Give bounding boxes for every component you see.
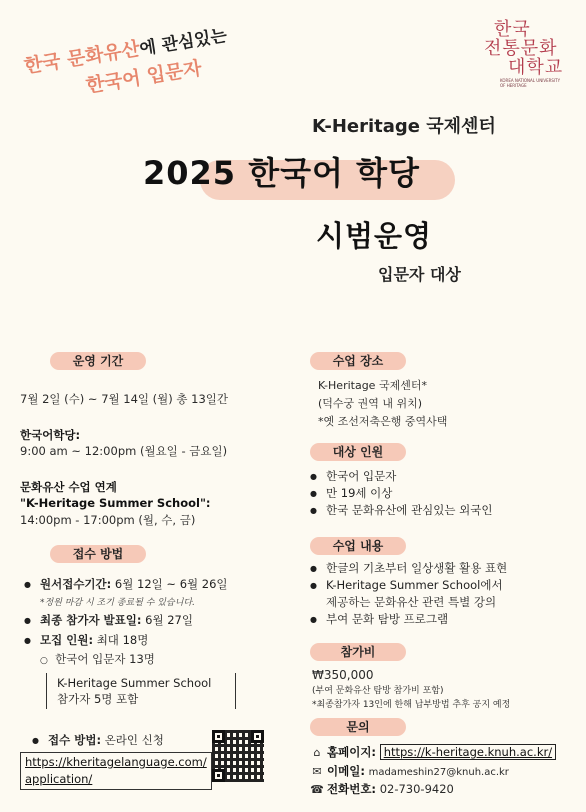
- place-line1: K-Heritage 국제센터*: [318, 379, 427, 392]
- contact-home: ⌂ 홈페이지: https://k-heritage.knuh.ac.kr/: [310, 745, 556, 760]
- email-value[interactable]: madameshin27@knuh.ac.kr: [368, 767, 509, 778]
- contact-heading: 문의: [310, 718, 406, 736]
- home-icon: ⌂: [313, 746, 321, 759]
- page-title: 2025 한국어 학당: [143, 154, 420, 192]
- logo-sub-1: KOREA NATIONAL UNIVERSITY: [500, 78, 561, 83]
- content-list: [308, 560, 507, 628]
- mail-icon: ✉: [312, 765, 322, 778]
- hakdang-time: 9:00 am ~ 12:00pm (월요일 - 금요일): [20, 444, 228, 458]
- audience-heading: 대상 인원: [310, 443, 406, 461]
- contact-email: ✉ 이메일: madameshin27@knuh.ac.kr: [310, 764, 509, 780]
- period-heading: 운영 기간: [50, 352, 146, 370]
- center-name: K-Heritage 국제센터: [312, 116, 496, 137]
- audience-item: ● 한국 문화유산에 관심있는 외국인: [308, 502, 493, 519]
- target-audience: 입문자 대상: [378, 265, 461, 284]
- logo-text-1: 한국: [494, 19, 531, 40]
- tagline-part-a: 한국 문화유산: [22, 37, 142, 78]
- phone-value[interactable]: 02-730-9420: [379, 782, 454, 796]
- apply-url-link[interactable]: https://kheritagelanguage.com/ application/: [20, 752, 212, 790]
- place-line3: *옛 조선저축은행 중역사택: [318, 415, 448, 428]
- announce-item: ● 최종 참가자 발표일: 6월 27일: [22, 612, 236, 629]
- content-item: ● 한글의 기초부터 일상생활 활용 표현: [308, 560, 507, 577]
- capacity-item: ● 모집 인원: 최대 18명: [22, 632, 236, 649]
- link-program: "K-Heritage Summer School":: [20, 496, 211, 510]
- link-label: 문화유산 수업 연계: [20, 480, 117, 494]
- tagline-part-b: 에 관심있는: [138, 25, 229, 60]
- university-logo: [484, 19, 566, 88]
- method-item: ● 접수 방법: 온라인 신청: [30, 732, 164, 749]
- deadline-note: *정원 마감 시 조기 종료될 수 있습니다.: [40, 598, 195, 608]
- tagline: [22, 20, 233, 107]
- logo-text-3: 대학교: [508, 57, 564, 78]
- audience-item: ● 만 19세 이상: [308, 485, 493, 502]
- hakdang-label: 한국어학당:: [20, 428, 81, 442]
- phone-icon: ☎: [310, 783, 324, 796]
- apply-heading: 접수 방법: [50, 545, 146, 563]
- audience-list: [308, 468, 493, 519]
- content-item-cont: 제공하는 문화유산 관련 특별 강의: [326, 595, 497, 609]
- qr-code: [212, 730, 264, 782]
- capacity-sub-item: ○ 한국어 입문자 13명: [40, 652, 155, 666]
- link-time: 14:00pm - 17:00pm (월, 수, 금): [20, 513, 196, 527]
- fee-heading: 참가비: [310, 643, 406, 661]
- fee-note1: (부여 문화유산 탐방 참가비 포함): [312, 686, 444, 696]
- content-item: ● 부여 문화 탐방 프로그램: [308, 611, 507, 628]
- logo-text-2: 전통문화: [484, 38, 558, 59]
- deadline-item: ● 원서접수기간: 6월 12일 ~ 6월 26일: [22, 576, 236, 593]
- logo-sub-2: OF HERITAGE: [500, 83, 527, 88]
- audience-item: ● 한국어 입문자: [308, 468, 493, 485]
- place-heading: 수업 장소: [310, 352, 406, 370]
- period-dates: 7월 2일 (수) ~ 7월 14일 (월) 총 13일간: [20, 392, 229, 406]
- apply-list: [22, 576, 236, 709]
- summer-school-box: K-Heritage Summer School 참가자 5명 포함: [46, 673, 236, 709]
- fee-note2: *최종참가자 13인에 한해 납부방법 추후 공지 예정: [312, 700, 511, 710]
- contact-phone: ☎ 전화번호: 02-730-9420: [310, 782, 454, 796]
- homepage-link[interactable]: https://k-heritage.knuh.ac.kr/: [380, 744, 556, 760]
- tagline-line2: 한국어 입문자: [84, 57, 204, 98]
- place-line2: (덕수궁 권역 내 위치): [318, 397, 423, 410]
- fee-amount: ₩350,000: [312, 668, 374, 682]
- method-block: [30, 732, 164, 749]
- page-subtitle: 시범운영: [316, 219, 433, 253]
- content-heading: 수업 내용: [310, 537, 406, 555]
- content-item: ● K-Heritage Summer School에서: [308, 577, 507, 594]
